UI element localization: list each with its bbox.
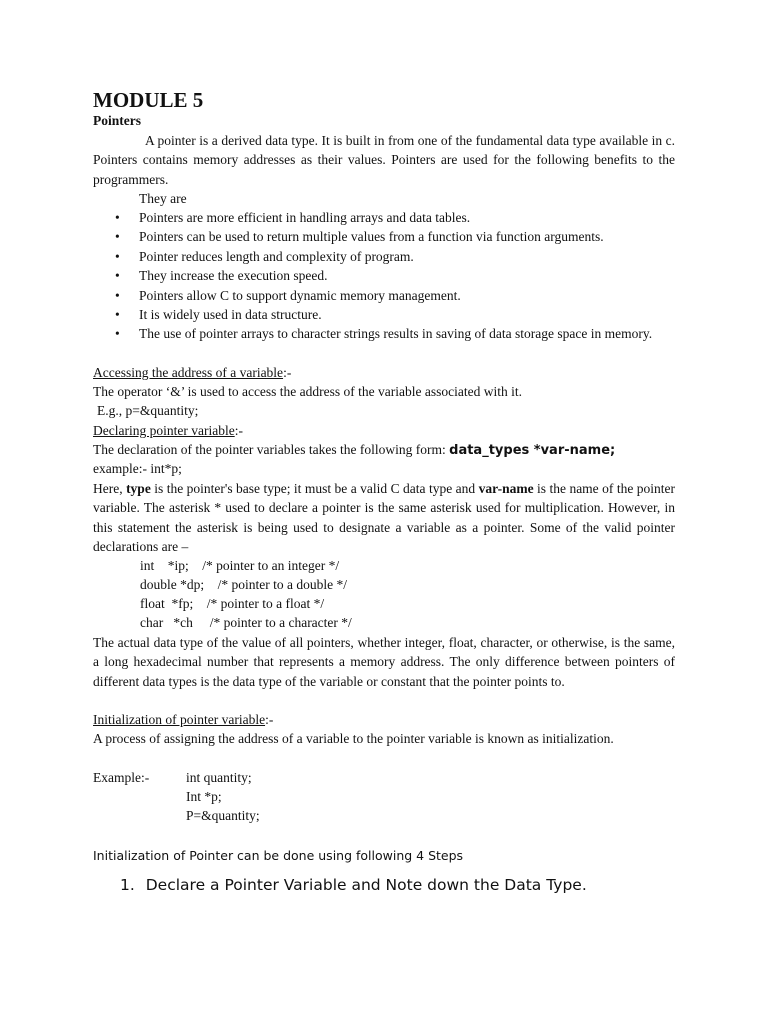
code-line: char *ch /* pointer to a character */ [140, 615, 352, 630]
heading-initialization: Initialization of pointer variable:- [93, 712, 274, 727]
step-text: Declare a Pointer Variable and Note down the Data Type. [145, 876, 587, 894]
section-title-pointers: Pointers [93, 113, 141, 128]
step-1 [120, 874, 587, 896]
accessing-example: E.g., p=&quantity; [97, 403, 199, 418]
benefits-list [93, 208, 675, 344]
steps-intro: Initialization of Pointer can be done using following 4 Steps [93, 848, 464, 863]
bullet-icon: • [115, 248, 120, 264]
example-label: Example:- [93, 770, 150, 785]
heading-declaring-pointer: Declaring pointer variable:- [93, 423, 243, 438]
initialization-description: A process of assigning the address of a variable to the pointer variable is known as initialization. [93, 731, 614, 746]
step-number: 1. [120, 876, 135, 894]
example-code-line: Int *p; [186, 789, 222, 804]
list-item: • Pointers allow C to support dynamic memory management. [93, 286, 675, 305]
module-title: MODULE 5 [93, 88, 204, 112]
code-line: double *dp; /* pointer to a double */ [140, 577, 347, 592]
list-item: • Pointer reduces length and complexity of program. [93, 247, 675, 266]
declaration-form: The declaration of the pointer variables takes the following form: data_types *var-name; [93, 442, 616, 458]
bullet-icon: • [115, 326, 120, 342]
heading-accessing-address: Accessing the address of a variable:- [93, 365, 292, 380]
list-item: • Pointers can be used to return multiple values from a function via function arguments. [93, 227, 675, 246]
declaration-explanation: Here, type is the pointer's base type; it must be a valid C data type and var-name is the name of the pointer variable. The asterisk * used to declare a pointer is the same asterisk used for multiplication. However, in this statement the asterisk is being used to designate a variable as a pointer. Some of the valid pointer declarations are – [93, 481, 675, 554]
they-are-label: They are [139, 191, 187, 206]
actual-type-paragraph: The actual data type of the value of all pointers, whether integer, float, character, or otherwise, is the same, a long hexadecimal number that represents a memory address. The only difference between pointers of different data types is the data type of the variable or constant that the pointer points to. [93, 635, 675, 689]
code-line: int *ip; /* pointer to an integer */ [140, 558, 340, 573]
example-code-line: P=&quantity; [186, 808, 260, 823]
list-item: • It is widely used in data structure. [93, 305, 675, 324]
bullet-icon: • [115, 210, 120, 225]
bullet-icon: • [115, 307, 120, 323]
bullet-icon: • [115, 229, 120, 245]
declaration-example: example:- int*p; [93, 461, 182, 476]
intro-paragraph: A pointer is a derived data type. It is built in from one of the fundamental data type available in c. Pointers contains memory addresses as their values. Pointers are used for the following benefits to the programmers. [93, 133, 675, 187]
list-item: • The use of pointer arrays to character strings results in saving of data storage space in memory. [93, 324, 675, 343]
list-item: • They increase the execution speed. [93, 266, 675, 285]
accessing-text: The operator ‘&’ is used to access the address of the variable associated with it. [93, 384, 522, 399]
bullet-icon: • [115, 268, 120, 284]
list-item: • Pointers are more efficient in handling arrays and data tables. [93, 208, 675, 227]
example-code-line: int quantity; [186, 770, 252, 785]
bullet-icon: • [115, 287, 120, 303]
code-line: float *fp; /* pointer to a float */ [140, 596, 325, 611]
